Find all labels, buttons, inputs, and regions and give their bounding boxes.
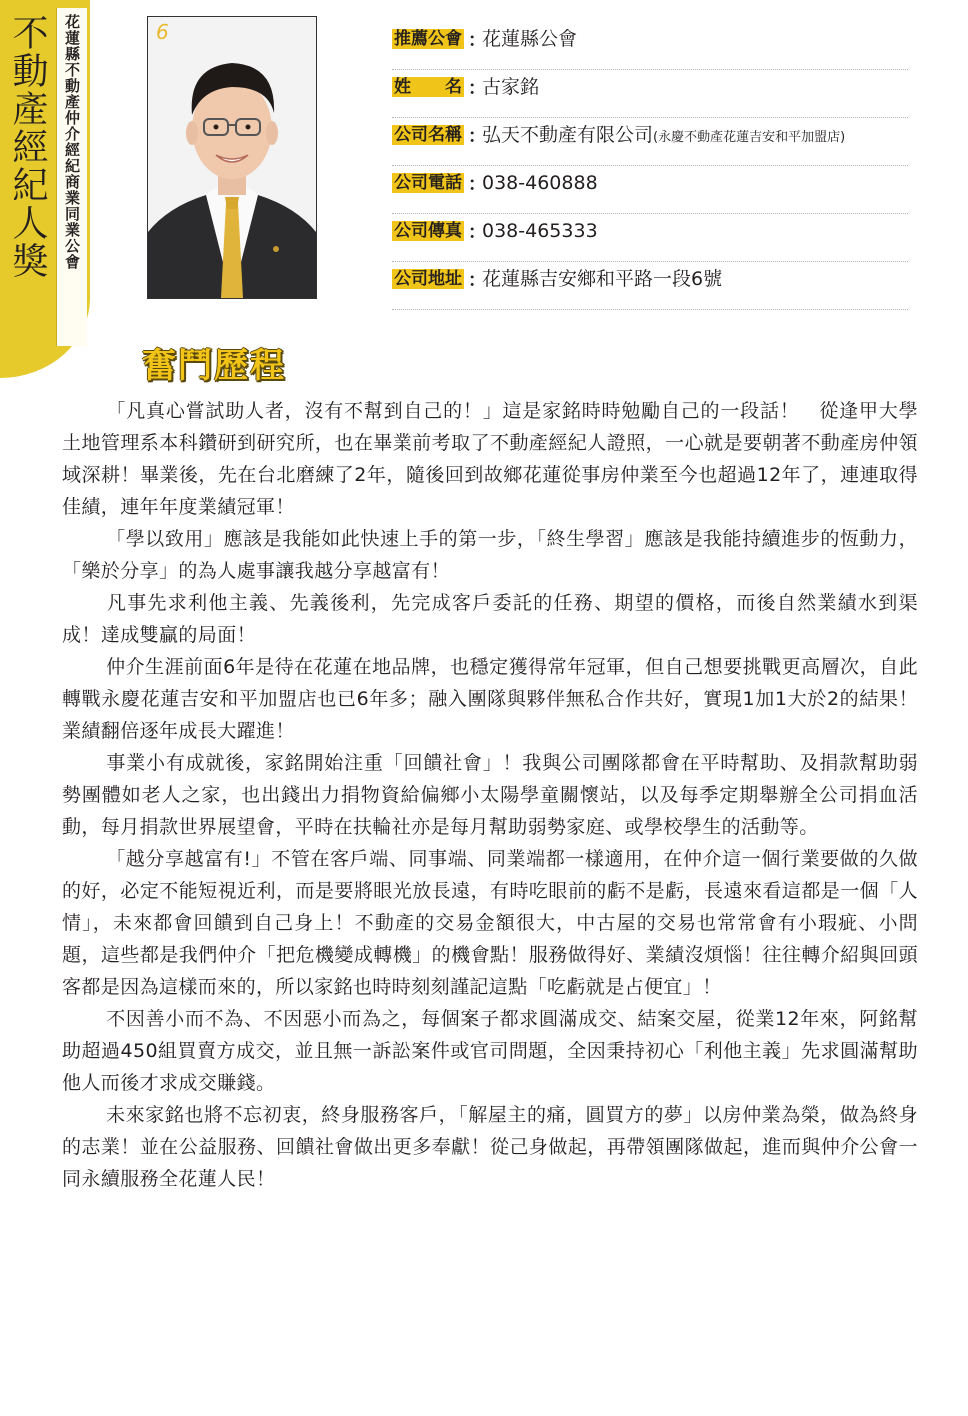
info-value: 花蓮縣吉安鄉和平路一段6號 xyxy=(482,268,723,290)
story-paragraph xyxy=(62,747,918,843)
agent-info-list xyxy=(392,22,908,310)
paragraph-text: 凡事先求利他主義、先義後利，先完成客戶委託的任務、期望的價格，而後自然業績水到渠成！達成雙贏的局面！ xyxy=(62,592,918,646)
info-label: 公司名稱 xyxy=(394,125,462,145)
info-row-address xyxy=(392,262,908,310)
info-value: 古家銘 xyxy=(482,76,540,98)
company-branch-note: (永慶不動產花蓮吉安和平加盟店) xyxy=(653,130,846,145)
paragraph-text: 「凡真心嘗試助人者，沒有不幫到自己的！」這是家銘時時勉勵自己的一段話！ 從逢甲大學土地管理系本科鑽研到研究所，也在畢業前考取了不動產經紀人證照，一心就是要朝著不動產房仲領域深耕！畢業後，先在台北磨練了2年，隨後回到故鄉花蓮從事房仲業至今也超過12年了，連連取得佳績，連年年度業績冠軍！ xyxy=(62,400,918,518)
story-paragraph xyxy=(62,651,918,747)
story-body xyxy=(62,395,918,1195)
side-award-tab xyxy=(0,0,90,378)
paragraph-text: 事業小有成就後，家銘開始注重「回饋社會」！我與公司團隊都會在平時幫助、及捐款幫助弱勢團體如老人之家，也出錢出力捐物資給偏鄉小太陽學童關懷站，以及每季定期舉辦全公司捐血活動，每月捐款世界展望會，平時在扶輪社亦是每月幫助弱勢家庭、或學校學生的活動等。 xyxy=(62,752,918,838)
story-paragraph xyxy=(62,587,918,651)
info-label: 公司地址 xyxy=(394,269,462,289)
story-paragraph xyxy=(62,1003,918,1099)
info-colon: ： xyxy=(468,78,486,99)
info-label: 推薦公會 xyxy=(394,29,462,49)
info-value: 花蓮縣公會 xyxy=(482,28,578,50)
paragraph-text: 「學以致用」應該是我能如此快速上手的第一步，「終生學習」應該是我能持續進步的恆動力，「樂於分享」的為人處事讓我越分享越富有！ xyxy=(62,528,918,582)
association-name: 花蓮縣不動產仲介經紀商業同業公會 xyxy=(63,14,81,270)
info-row-association xyxy=(392,22,908,70)
story-paragraph xyxy=(62,523,918,587)
info-colon: ： xyxy=(468,174,486,195)
info-label: 姓 名 xyxy=(394,77,462,97)
info-row-name xyxy=(392,70,908,118)
info-value: 038-460888 xyxy=(482,172,598,194)
info-row-company xyxy=(392,118,908,166)
info-value xyxy=(482,123,845,150)
story-paragraph xyxy=(62,1099,918,1195)
info-row-fax xyxy=(392,214,908,262)
info-label: 公司電話 xyxy=(394,173,462,193)
info-colon: ： xyxy=(468,222,486,243)
agent-portrait-photo xyxy=(147,16,317,299)
info-value: 038-465333 xyxy=(482,220,598,242)
story-paragraph xyxy=(62,395,918,523)
info-colon: ： xyxy=(468,270,486,291)
section-heading: 奮鬥歷程 xyxy=(142,346,286,386)
portrait-illustration xyxy=(148,17,316,298)
info-label: 公司傳真 xyxy=(394,221,462,241)
paragraph-text: 「越分享越富有!」不管在客戶端、同事端、同業端都一樣適用，在仲介這一個行業要做的久做的好，必定不能短視近利，而是要將眼光放長遠，有時吃眼前的虧不是虧，長遠來看這都是一個「人情」，未來都會回饋到自己身上！不動產的交易金額很大，中古屋的交易也常常會有小瑕疵、小問題，這些都是我們仲介「把危機變成轉機」的機會點！服務做得好、業績沒煩惱！往往轉介紹與回頭客都是因為這樣而來的，所以家銘也時時刻刻謹記這點「吃虧就是占便宜」！ xyxy=(62,848,918,998)
paragraph-text: 仲介生涯前面6年是待在花蓮在地品牌，也穩定獲得常年冠軍，但自己想要挑戰更高層次，自此轉戰永慶花蓮吉安和平加盟店也已6年多；融入團隊與夥伴無私合作共好，實現1加1大於2的結果！業績翻倍逐年成長大躍進！ xyxy=(62,656,918,742)
company-name: 弘天不動產有限公司 xyxy=(482,124,654,146)
story-paragraph xyxy=(62,843,918,1003)
award-title: 不動產經紀人獎 xyxy=(7,14,48,280)
info-colon: ： xyxy=(468,30,486,51)
info-colon: ： xyxy=(468,126,486,147)
paragraph-text: 未來家銘也將不忘初衷，終身服務客戶，「解屋主的痛，圓買方的夢」以房仲業為榮，做為終身的志業！並在公益服務、回饋社會做出更多奉獻！從己身做起，再帶領團隊做起，進而與仲介公會一同永續服務全花蓮人民！ xyxy=(62,1104,918,1190)
info-row-phone xyxy=(392,166,908,214)
paragraph-text: 不因善小而不為、不因惡小而為之，每個案子都求圓滿成交、結案交屋，從業12年來，阿銘幫助超過450組買賣方成交，並且無一訴訟案件或官司問題，全因秉持初心「利他主義」先求圓滿幫助他人而後才求成交賺錢。 xyxy=(62,1008,918,1094)
photo-corner-mark: 6 xyxy=(156,20,169,44)
association-name-box xyxy=(56,8,87,346)
